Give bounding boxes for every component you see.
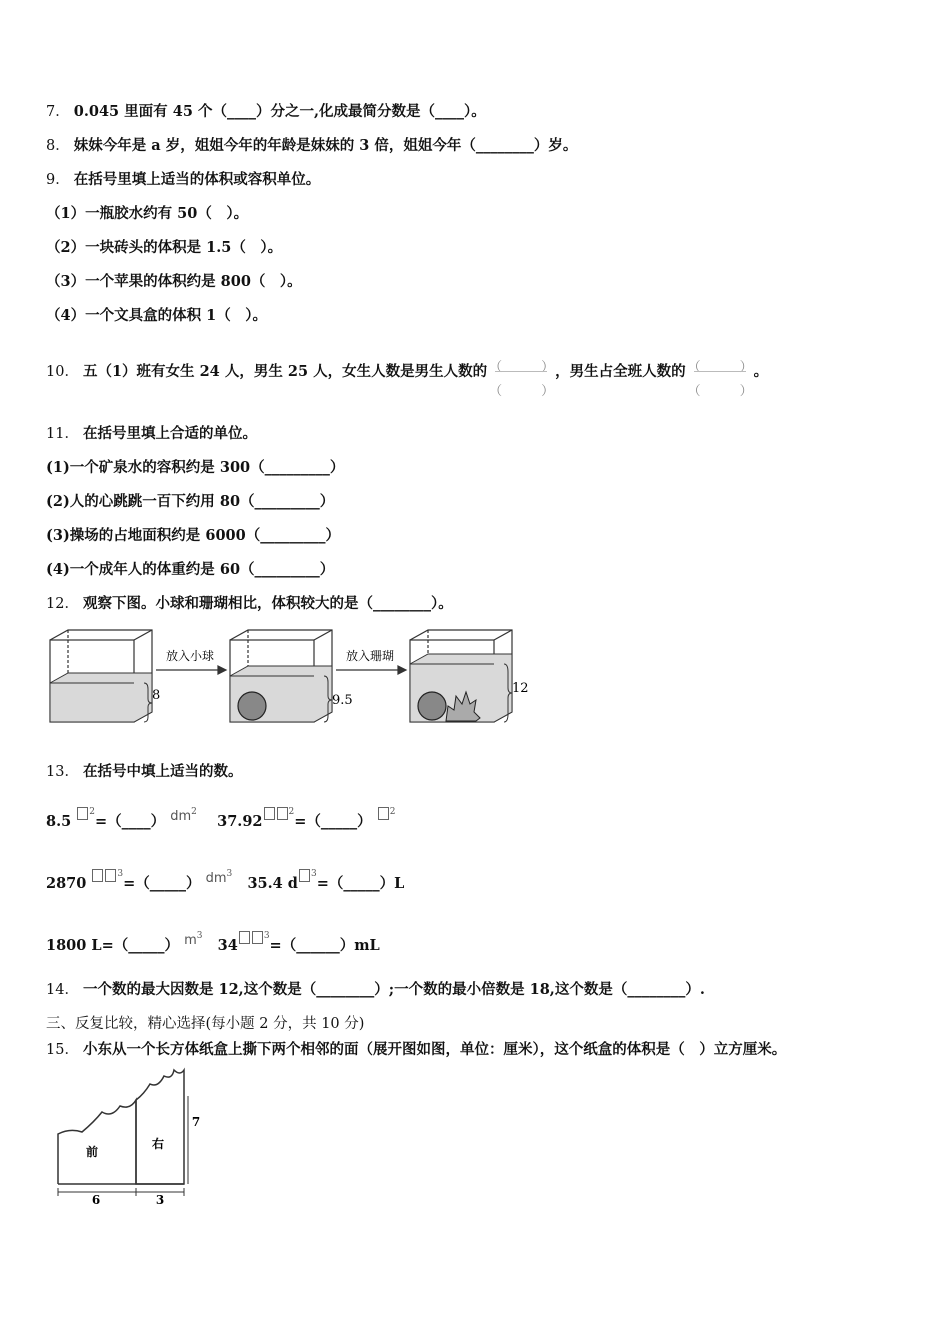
unit-label: m: [184, 933, 197, 948]
question-number: 14．: [46, 982, 79, 998]
level-label-1: 8: [152, 688, 161, 703]
box-net-figure: [46, 1066, 206, 1206]
question-number: 9．: [46, 172, 70, 188]
water-displacement-figure: [46, 626, 536, 731]
question-7: [46, 102, 486, 122]
row-value: 2870: [46, 875, 87, 892]
question-text: 五（1）班有女生 24 人，男生 25 人，女生人数是男生人数的: [82, 363, 488, 380]
question-11-item-3: (3)操场的占地面积约是 6000（_________）: [46, 527, 340, 544]
question-text: ，男生占全班人数的: [555, 363, 686, 380]
width-label-1: 6: [91, 1193, 101, 1206]
question-15: [46, 1040, 786, 1060]
ball-icon: [238, 692, 266, 720]
right-face: [136, 1070, 184, 1184]
question-text: 0.045 里面有 45 个（____）分之一,化成最简分数是（____）。: [73, 103, 486, 120]
question-number: 13．: [46, 764, 79, 780]
question-text: 在括号中填上适当的数。: [82, 763, 243, 780]
question-8: [46, 136, 577, 156]
question-13: [46, 762, 242, 782]
question-11: [46, 424, 257, 444]
question-10: [46, 352, 769, 399]
water-level-1: [50, 673, 152, 722]
unit-label: dm: [170, 809, 192, 824]
right-label: 右: [151, 1137, 165, 1151]
question-11-item-1: (1)一个矿泉水的容积约是 300（_________）: [46, 459, 345, 476]
unit-label: dm: [205, 871, 227, 886]
answer-blank[interactable]: =（____）: [95, 813, 166, 830]
arrow-label-2: 放入珊瑚: [345, 649, 395, 663]
question-9-item-4: （4）一个文具盒的体积 1（ ）。: [46, 307, 267, 324]
row-value: 8.5: [46, 813, 72, 830]
section-heading: 三、反复比较，精心选择(每小题 2 分，共 10 分): [46, 1016, 365, 1032]
question-text: 观察下图。小球和珊瑚相比，体积较大的是（________）。: [82, 595, 453, 612]
question-9-item-3: （3）一个苹果的体积约是 800（ ）。: [46, 273, 302, 290]
question-number: 15．: [46, 1042, 79, 1058]
question-9: [46, 170, 320, 190]
question-text: 在括号里填上合适的单位。: [82, 425, 257, 442]
fraction-denominator: （ ）: [687, 384, 753, 399]
width-label-2: 3: [155, 1193, 165, 1206]
fraction-blank-2[interactable]: [687, 352, 753, 399]
question-11-item-2: (2)人的心跳跳一百下约用 80（_________）: [46, 493, 335, 510]
fraction-numerator: （ ）: [489, 360, 555, 375]
fraction-denominator: （ ）: [489, 384, 555, 399]
question-number: 7．: [46, 104, 70, 120]
ball-icon: [418, 692, 446, 720]
question-number: 8．: [46, 138, 70, 154]
question-13-row-1: 8.5 $^2$=（____） $dm^2$ $37.92^2=(\_\_\_\_\_)$ $^2$: [46, 807, 396, 830]
question-text: 在括号里填上适当的体积或容积单位。: [73, 171, 321, 188]
answer-blank[interactable]: =（______）mL: [269, 937, 380, 954]
level-label-3: 12: [512, 681, 529, 696]
answer-blank[interactable]: =（_____）: [294, 813, 372, 830]
question-11-item-4: (4)一个成年人的体重约是 60（_________）: [46, 561, 335, 578]
question-9-item-2: （2）一块砖头的体积是 1.5（ ）。: [46, 239, 283, 256]
fraction-numerator: （ ）: [687, 360, 753, 375]
answer-blank[interactable]: =（_____）L: [316, 875, 405, 892]
question-12: [46, 594, 453, 614]
height-label: 7: [191, 1115, 201, 1129]
question-text: 小东从一个长方体纸盒上撕下两个相邻的面（展开图如图，单位：厘米），这个纸盒的体积是（ ）立方厘米。: [82, 1041, 787, 1058]
answer-blank[interactable]: =（_____）: [123, 875, 201, 892]
level-label-2: 9.5: [332, 693, 353, 708]
arrow-label-1: 放入小球: [165, 649, 215, 663]
question-text: 妹妹今年是 a 岁，姐姐今年的年龄是妹妹的 3 倍，姐姐今年（________）岁。: [73, 137, 578, 154]
answer-blank[interactable]: 1800 L=（_____）: [46, 937, 179, 954]
question-13-row-3: 1800 L=（_____） $m^3$ $34^3=(\_\_\_\_\_\_)mL$: [46, 931, 380, 954]
fraction-blank-1[interactable]: [489, 352, 555, 399]
question-number: 10．: [46, 364, 79, 380]
front-face: [58, 1100, 136, 1184]
question-number: 12．: [46, 596, 79, 612]
question-text: 。: [753, 363, 769, 380]
question-number: 11．: [46, 426, 79, 442]
row-value: 37.92: [217, 813, 263, 830]
question-text: 一个数的最大因数是 12,这个数是（________）;一个数的最小倍数是 18,这个数是（________）.: [82, 981, 705, 998]
question-9-item-1: （1）一瓶胶水约有 50（ ）。: [46, 205, 249, 222]
row-value: 35.4 d: [247, 875, 298, 892]
question-13-row-2: 2870 $^3$=（_____） $dm^3$ 35.4 $d^3=(\_\_\_\_\_)L$: [46, 869, 405, 892]
row-value: 34: [217, 937, 238, 954]
question-14: [46, 980, 705, 1000]
front-label: 前: [85, 1145, 99, 1159]
